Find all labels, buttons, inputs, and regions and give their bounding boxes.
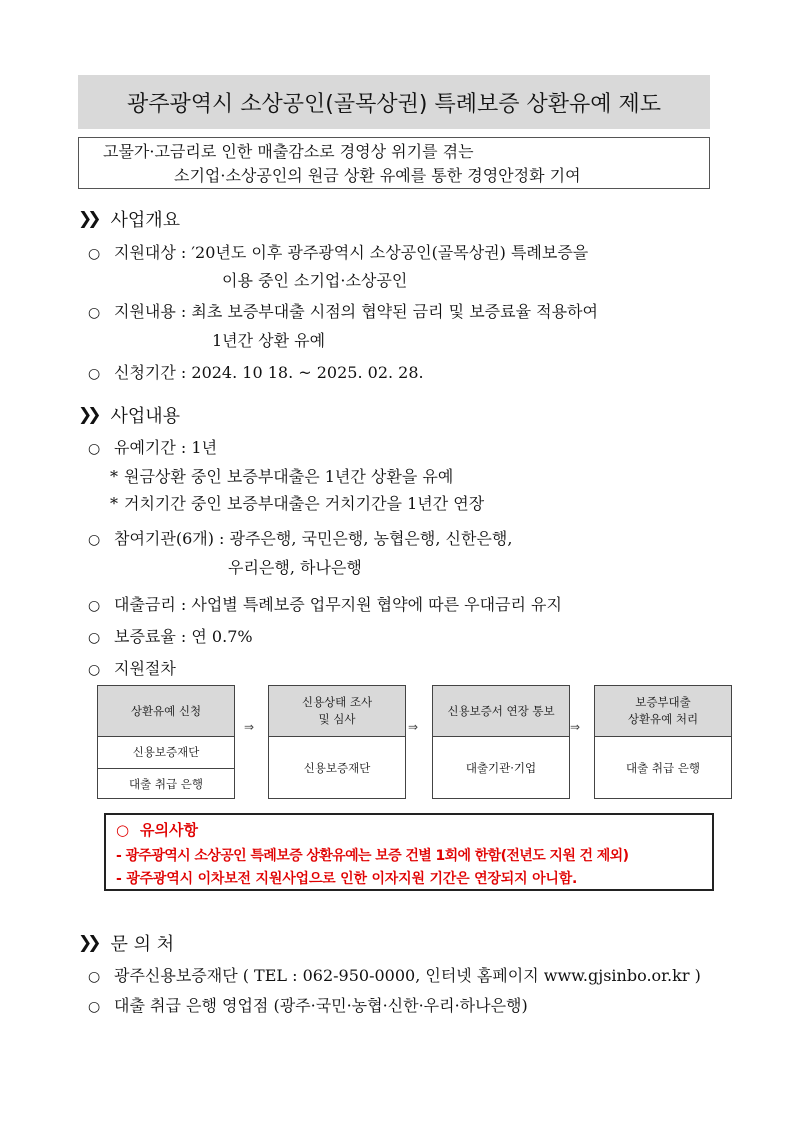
flow-head-text: 상환유예 처리 — [627, 712, 699, 726]
double-chevron-right-icon: ❯❯ — [78, 209, 97, 229]
double-chevron-right-icon: ❯❯ — [78, 933, 97, 953]
summary-line-2: 소기업·소상공인의 원금 상환 유예를 통한 경영안정화 기여 — [174, 166, 581, 185]
double-arrow-right-icon: ⇒ — [244, 720, 255, 734]
section-contact-heading — [78, 930, 174, 956]
section-content-heading — [78, 402, 180, 428]
circle-bullet-icon: ○ — [88, 532, 101, 548]
double-arrow-right-icon: ⇒ — [408, 720, 419, 734]
circle-bullet-icon: ○ — [88, 441, 101, 457]
flow-head-text: 및 심사 — [318, 712, 356, 726]
procedure-line — [88, 656, 176, 679]
overview-content-line-2: 1년간 상환 유예 — [212, 331, 326, 350]
content-text: 유예기간 : 1년 — [114, 438, 218, 457]
flow-head-text: 상환유예 신청 — [130, 703, 202, 718]
content-text: 대출금리 : 사업별 특례보증 업무지원 협약에 따른 우대금리 유지 — [114, 595, 562, 614]
contact-banks-line — [88, 993, 528, 1016]
overview-period-line — [88, 360, 424, 383]
section-title: 사업내용 — [110, 406, 181, 427]
summary-line-1: 고물가·고금리로 인한 매출감소로 경영상 위기를 겪는 — [103, 142, 474, 161]
period-note-1 — [110, 464, 453, 487]
participating-banks-line-1 — [88, 526, 512, 549]
flow-head-text: 신용보증서 연장 통보 — [447, 703, 555, 718]
notice-title — [116, 819, 198, 840]
flow-step-body: 신용보증재단 — [303, 761, 371, 775]
note-text: 원금상환 중인 보증부대출은 1년간 상환을 유예 — [124, 467, 454, 486]
period-note-2 — [110, 491, 484, 514]
overview-text: 지원내용 : 최초 보증부대출 시점의 협약된 금리 및 보증료율 적용하여 — [114, 302, 598, 321]
flow-head-text: 보증부대출 — [635, 695, 691, 709]
flow-step-3 — [432, 685, 570, 799]
notice-item-1: - 광주광역시 소상공인 특례보증 상환유예는 보증 건별 1회에 한함(전년도 지원 건 제외) — [116, 848, 629, 864]
contact-text: 대출 취급 은행 영업점 (광주·국민·농협·신한·우리·하나은행) — [114, 996, 528, 1015]
notice-item-2: - 광주광역시 이차보전 지원사업으로 인한 이자지원 기간은 연장되지 아니함. — [116, 871, 578, 887]
content-text: 지원절차 — [114, 659, 176, 678]
note-text: 거치기간 중인 보증부대출은 거치기간을 1년간 연장 — [124, 494, 485, 513]
overview-text: 지원대상 : ′20년도 이후 광주광역시 소상공인(골목상권) 특례보증을 — [114, 243, 589, 262]
deferral-period-line — [88, 435, 217, 458]
flow-step-head — [433, 686, 569, 737]
section-title: 사업개요 — [110, 210, 181, 231]
content-text: 보증료율 : 연 0.7% — [114, 627, 253, 646]
double-arrow-right-icon: ⇒ — [570, 720, 581, 734]
circle-bullet-icon: ○ — [88, 246, 101, 262]
circle-bullet-icon: ○ — [116, 821, 130, 839]
circle-bullet-icon: ○ — [88, 305, 101, 321]
overview-content-line-1 — [88, 299, 598, 322]
loan-rate-line — [88, 592, 562, 615]
overview-target-line-2: 이용 중인 소기업·소상공인 — [222, 271, 408, 290]
notice-box — [104, 813, 714, 891]
overview-target-line-1 — [88, 240, 588, 263]
contact-text: 광주신용보증재단 ( TEL : 062-950-0000, 인터넷 홈페이지 www.gjsinbo.or.kr ) — [114, 966, 701, 985]
guarantee-fee-line — [88, 624, 253, 647]
flow-step-body: 대출기관·기업 — [465, 761, 537, 775]
summary-box — [78, 137, 710, 189]
flow-step-1 — [97, 685, 235, 799]
circle-bullet-icon: ○ — [88, 366, 101, 382]
circle-bullet-icon: ○ — [88, 969, 101, 985]
double-chevron-right-icon: ❯❯ — [78, 405, 97, 425]
flow-step-head — [595, 686, 731, 737]
flow-step-4 — [594, 685, 732, 799]
document-title: 광주광역시 소상공인(골목상권) 특례보증 상환유예 제도 — [78, 75, 710, 129]
circle-bullet-icon: ○ — [88, 630, 101, 646]
asterisk: * — [110, 467, 118, 486]
section-title: 문 의 처 — [110, 934, 175, 955]
section-overview-heading — [78, 206, 180, 232]
circle-bullet-icon: ○ — [88, 598, 101, 614]
overview-text: 신청기간 : 2024. 10 18. ~ 2025. 02. 28. — [114, 363, 424, 382]
notice-title-text: 유의사항 — [140, 821, 198, 839]
asterisk: * — [110, 494, 118, 513]
flow-step-2 — [268, 685, 406, 799]
flow-head-text: 신용상태 조사 — [301, 695, 373, 709]
circle-bullet-icon: ○ — [88, 662, 101, 678]
flow-step-body-2: 대출 취급 은행 — [129, 777, 203, 791]
content-text: 참여기관(6개) : 광주은행, 국민은행, 농협은행, 신한은행, — [114, 529, 513, 548]
contact-foundation-line — [88, 963, 701, 986]
flow-step-body: 대출 취급 은행 — [626, 761, 700, 775]
participating-banks-line-2: 우리은행, 하나은행 — [228, 558, 362, 577]
flow-step-head — [269, 686, 405, 737]
circle-bullet-icon: ○ — [88, 999, 101, 1015]
flow-step-head — [98, 686, 234, 737]
flow-step-body-1: 신용보증재단 — [98, 736, 234, 769]
